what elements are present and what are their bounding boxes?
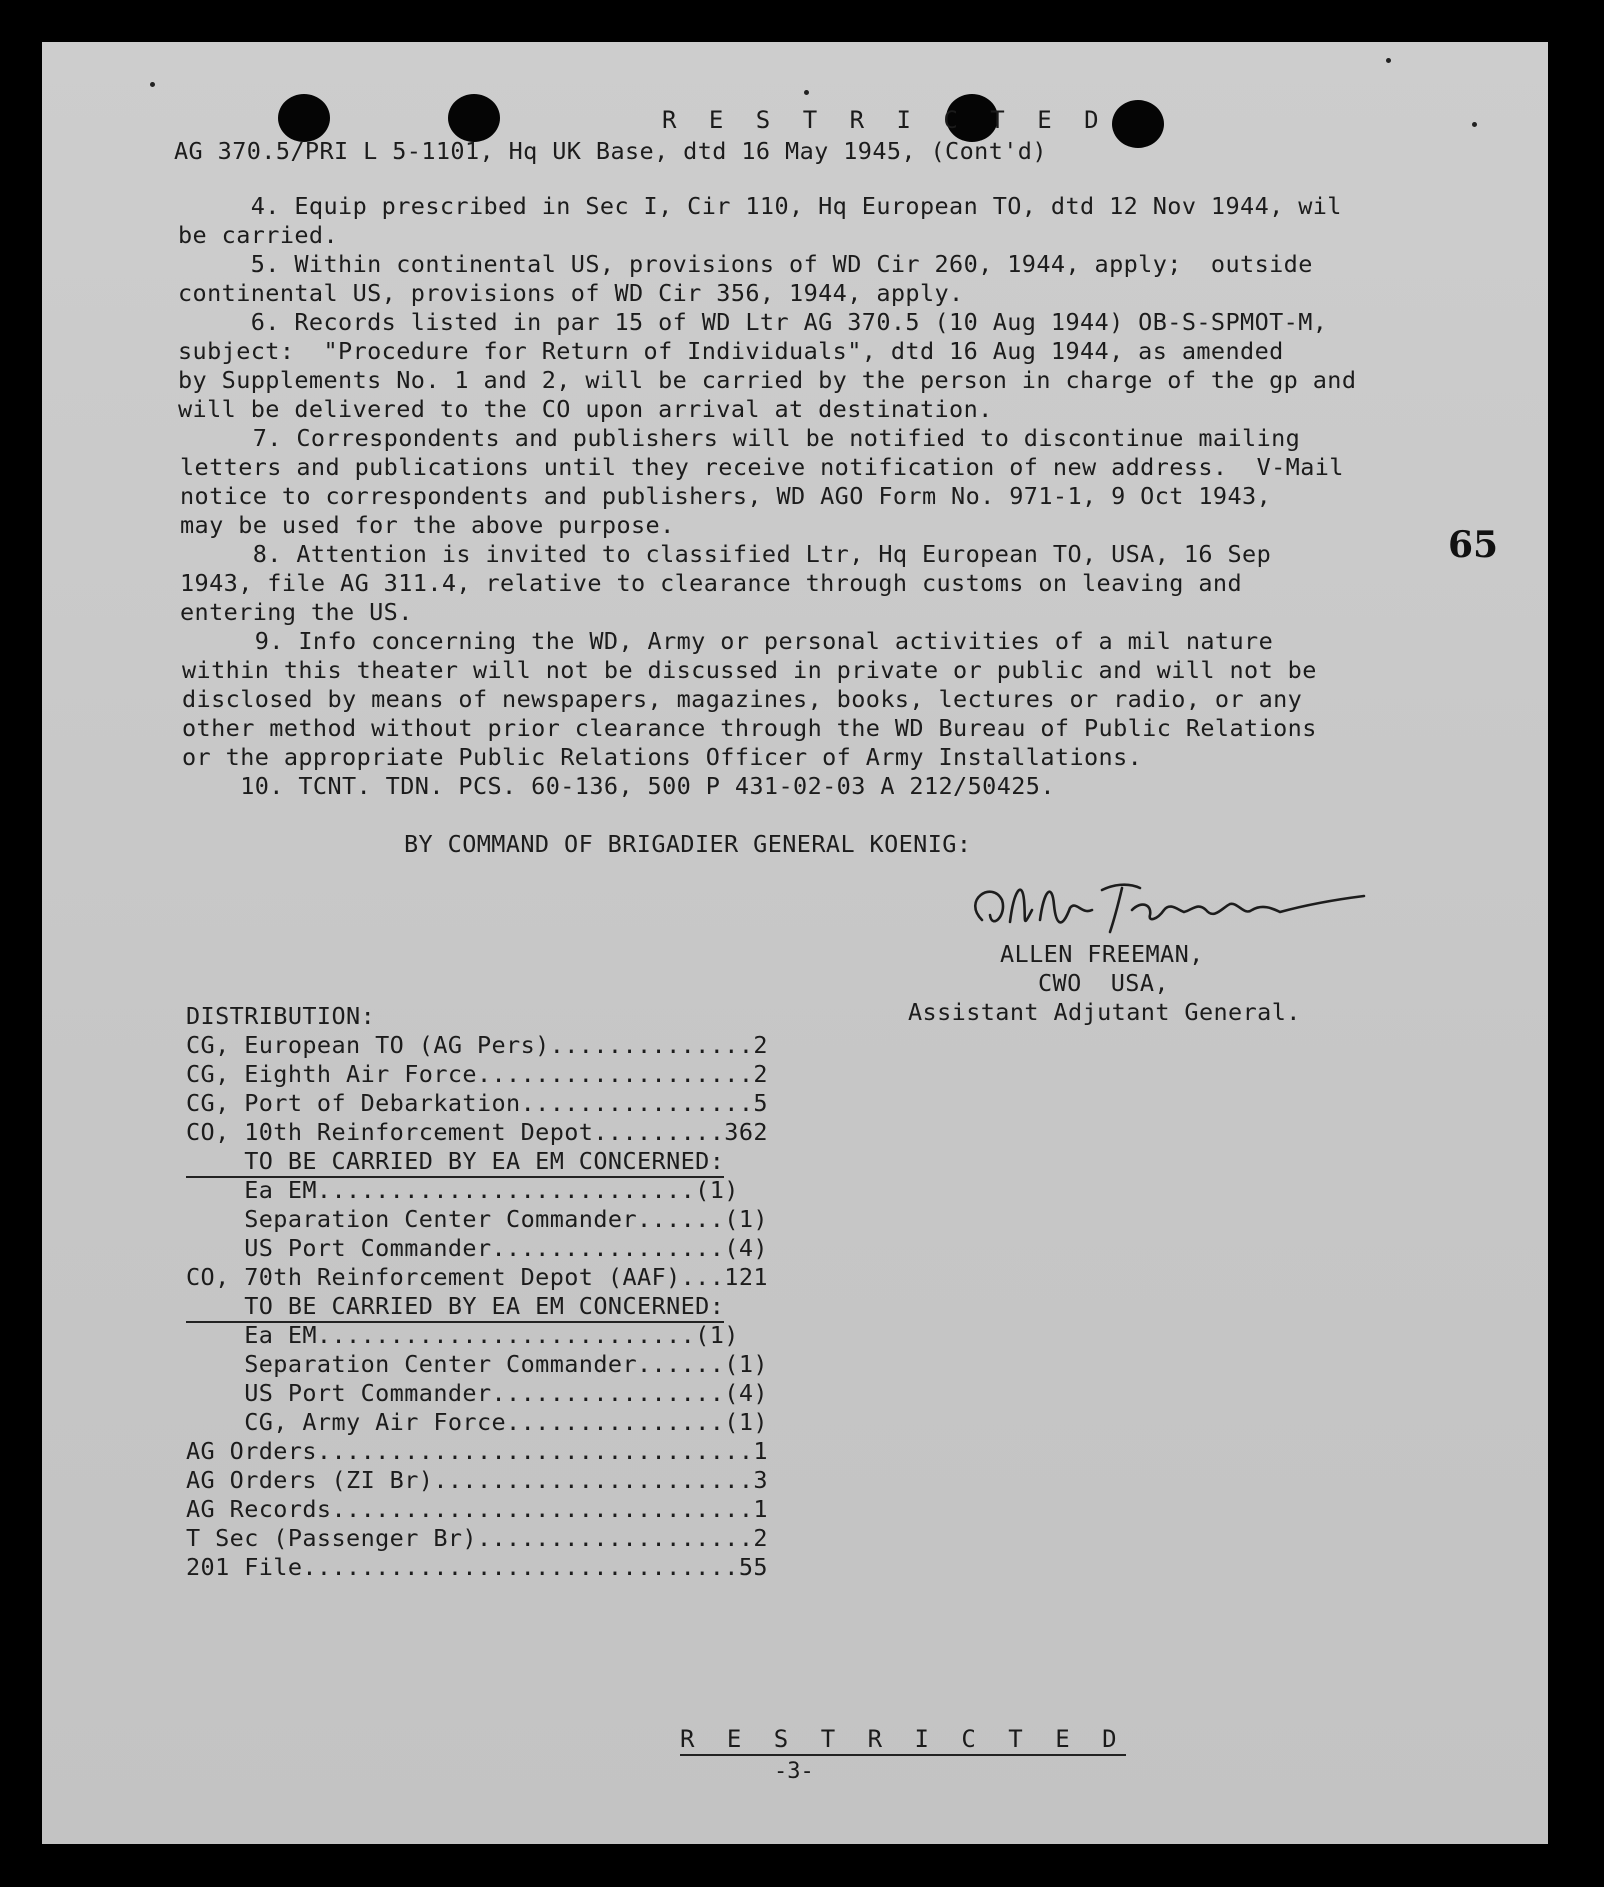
paragraph-9-line-2: within this theater will not be discussed in private or public and will not be [182, 656, 1317, 684]
paragraph-5-line-1: 5. Within continental US, provisions of WD Cir 260, 1944, apply; outside [178, 250, 1313, 278]
distribution-line: Ea EM..........................(1) [186, 1321, 739, 1349]
signer-rank: CWO USA, [1038, 969, 1169, 997]
distribution-line: 201 File..............................55 [186, 1553, 768, 1581]
document-page [42, 42, 1548, 1844]
signature [952, 860, 1372, 950]
paragraph-8-line-3: entering the US. [180, 598, 413, 626]
paragraph-7-line-4: may be used for the above purpose. [180, 511, 675, 539]
distribution-line: CO, 10th Reinforcement Depot.........362 [186, 1118, 768, 1146]
distribution-line: CG, European TO (AG Pers)..............2 [186, 1031, 768, 1059]
paragraph-9-line-1: 9. Info concerning the WD, Army or personal activities of a mil nature [182, 627, 1274, 655]
punch-hole [448, 94, 500, 142]
distribution-subheading: TO BE CARRIED BY EA EM CONCERNED: [186, 1147, 724, 1178]
distribution-line: US Port Commander................(4) [186, 1234, 768, 1262]
paragraph-6-line-2: subject: "Procedure for Return of Individuals", dtd 16 Aug 1944, as amended [178, 337, 1284, 365]
page-number: -3- [774, 1759, 814, 1784]
signer-name: ALLEN FREEMAN, [1000, 940, 1204, 968]
paragraph-7-line-1: 7. Correspondents and publishers will be notified to discontinue mailing [180, 424, 1301, 452]
restricted-marking-bottom: R E S T R I C T E D [680, 1725, 1126, 1756]
distribution-line: AG Orders..............................1 [186, 1437, 768, 1465]
paragraph-9-line-5: or the appropriate Public Relations Officer of Army Installations. [182, 743, 1143, 771]
distribution-line: Separation Center Commander......(1) [186, 1350, 768, 1378]
distribution-line: CG, Army Air Force...............(1) [186, 1408, 768, 1436]
speck [1472, 122, 1477, 127]
distribution-heading: DISTRIBUTION: [186, 1002, 376, 1030]
paragraph-6-line-4: will be delivered to the CO upon arrival at destination. [178, 395, 993, 423]
paragraph-9-line-3: disclosed by means of newspapers, magazines, books, lectures or radio, or any [182, 685, 1303, 713]
paragraph-5-line-2: continental US, provisions of WD Cir 356, 1944, apply. [178, 279, 964, 307]
paragraph-8-line-2: 1943, file AG 311.4, relative to clearance through customs on leaving and [180, 569, 1243, 597]
paragraph-10-line-1: 10. TCNT. TDN. PCS. 60-136, 500 P 431-02-03 A 212/50425. [182, 772, 1055, 800]
signer-title: Assistant Adjutant General. [908, 998, 1301, 1026]
distribution-line: CG, Port of Debarkation................5 [186, 1089, 768, 1117]
punch-hole [278, 94, 330, 142]
file-reference: AG 370.5/PRI L 5-1101, Hq UK Base, dtd 16 May 1945, (Cont'd) [174, 137, 1047, 165]
distribution-subheading: TO BE CARRIED BY EA EM CONCERNED: [186, 1292, 724, 1323]
restricted-marking-top: R E S T R I C T E D [662, 106, 1108, 134]
paragraph-7-line-3: notice to correspondents and publishers, WD AGO Form No. 971-1, 9 Oct 1943, [180, 482, 1272, 510]
punch-hole [1112, 100, 1164, 148]
distribution-line: T Sec (Passenger Br)...................2 [186, 1524, 768, 1552]
paragraph-6-line-3: by Supplements No. 1 and 2, will be carried by the person in charge of the gp and [178, 366, 1357, 394]
distribution-line: US Port Commander................(4) [186, 1379, 768, 1407]
paragraph-9-line-4: other method without prior clearance through the WD Bureau of Public Relations [182, 714, 1317, 742]
handwritten-page-number: 65 [1448, 524, 1499, 566]
speck [1386, 58, 1391, 63]
paragraph-4-line-1: 4. Equip prescribed in Sec I, Cir 110, Hq European TO, dtd 12 Nov 1944, wil [178, 192, 1342, 220]
speck [804, 90, 809, 95]
paragraph-7-line-2: letters and publications until they receive notification of new address. V-Mail [180, 453, 1344, 481]
distribution-line: CO, 70th Reinforcement Depot (AAF)...121 [186, 1263, 768, 1291]
distribution-line: AG Orders (ZI Br)......................3 [186, 1466, 768, 1494]
paragraph-4-line-2: be carried. [178, 221, 339, 249]
distribution-line: CG, Eighth Air Force...................2 [186, 1060, 768, 1088]
speck [150, 82, 155, 87]
paragraph-6-line-1: 6. Records listed in par 15 of WD Ltr AG 370.5 (10 Aug 1944) OB-S-SPMOT-M, [178, 308, 1328, 336]
distribution-line: Ea EM..........................(1) [186, 1176, 739, 1204]
paragraph-8-line-1: 8. Attention is invited to classified Ltr, Hq European TO, USA, 16 Sep [180, 540, 1272, 568]
command-line: BY COMMAND OF BRIGADIER GENERAL KOENIG: [404, 830, 972, 858]
distribution-line: Separation Center Commander......(1) [186, 1205, 768, 1233]
distribution-line: AG Records.............................1 [186, 1495, 768, 1523]
